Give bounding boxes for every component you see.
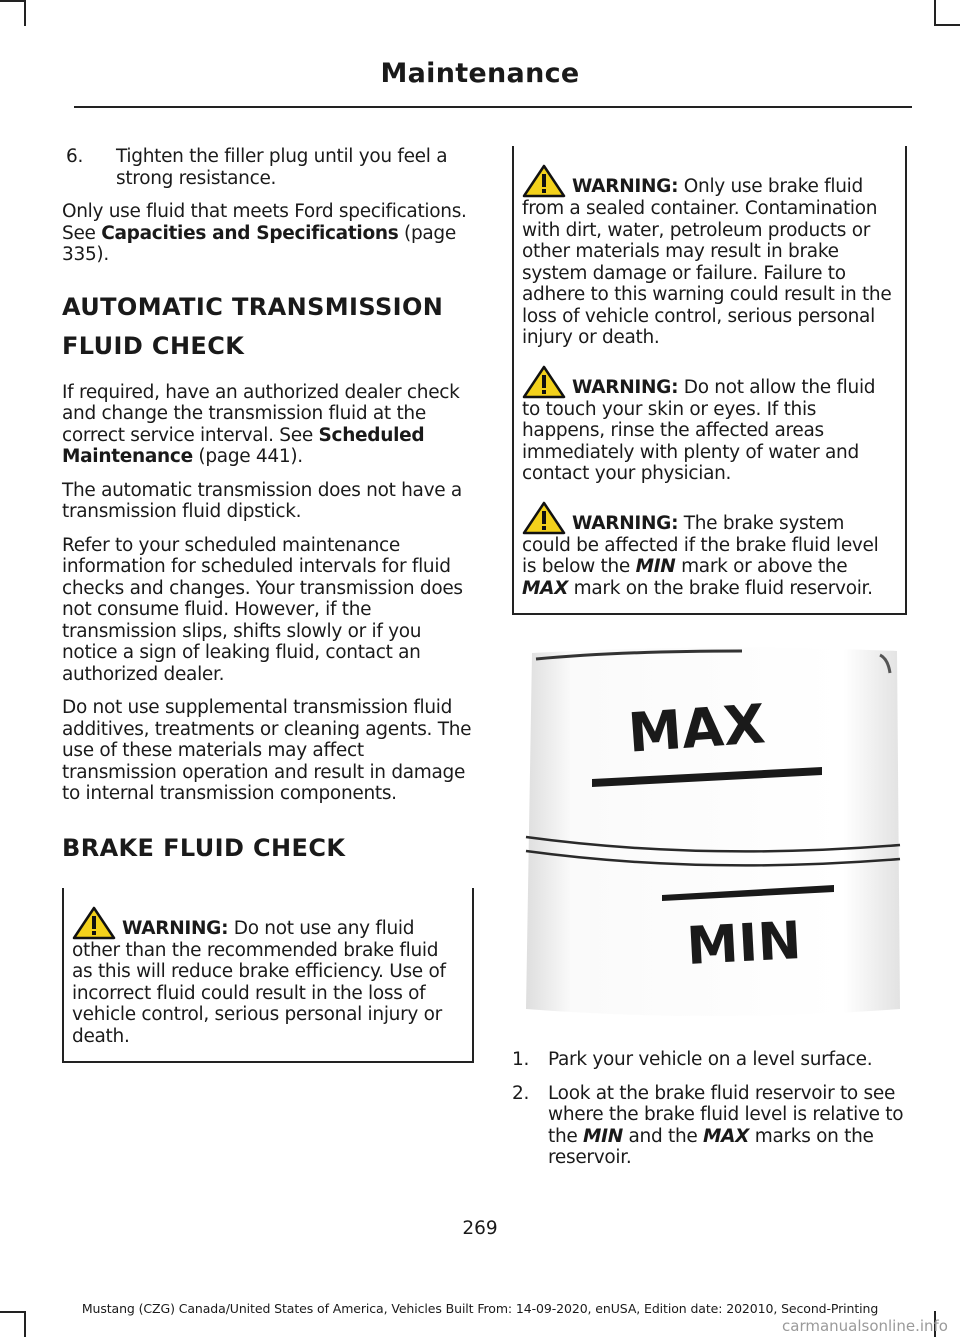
brake-reservoir-illustration xyxy=(512,639,904,1021)
warning-sealed-container: WARNING: Only use brake fluid from a sealed container. Contamination with dirt, water, petroleum products or other materials may result in brake system damage or failure. Failure to adhere to this warning could result in the loss of vehicle control, serious personal injury or death. xyxy=(522,164,897,349)
step-text: Tighten the filler plug until you feel a strong resistance. xyxy=(116,146,448,189)
footer-edition-text: Mustang (CZG) Canada/United States of America, Vehicles Built From: 14-09-2020, enUSA, Edition date: 202010, Second-Printing xyxy=(81,1301,879,1316)
step-number: 2. xyxy=(512,1082,530,1104)
scheduled-maintenance-link[interactable]: Scheduled Maintenance xyxy=(62,424,425,467)
atf-paragraph-1: If required, have an authorized dealer check and change the transmission fluid at the correct service interval. See Scheduled Maintenance (page 441). xyxy=(62,381,460,467)
crop-mark xyxy=(24,0,26,26)
step-text: Look at the brake fluid reservoir to see where the brake fluid level is relative to the MIN and the MAX marks on the reservoir. xyxy=(548,1082,904,1168)
warning-label: WARNING: xyxy=(572,376,679,398)
right-column xyxy=(512,146,907,1181)
warning-skin-eyes: WARNING: Do not allow the fluid to touch your skin or eyes. If this happens, rinse the affected areas immediately with plenty of water and contact your physician. xyxy=(522,365,897,485)
step-text: Park your vehicle on a level surface. xyxy=(548,1049,873,1070)
fluid-spec-paragraph: Only use fluid that meets Ford specifications. See Capacities and Specifications (page 335). xyxy=(62,201,467,265)
min-label: MIN xyxy=(685,911,803,977)
warning-box xyxy=(62,888,474,1064)
page-header-title: Maintenance xyxy=(380,58,580,89)
page-number: 269 xyxy=(462,1218,498,1239)
step-number: 6. xyxy=(66,146,84,167)
max-label: MAX xyxy=(626,692,768,765)
warning-triangle-icon xyxy=(522,365,566,399)
warning-label: WARNING: xyxy=(572,176,679,197)
warning-label: WARNING: xyxy=(572,512,679,534)
step-number: 1. xyxy=(512,1049,530,1070)
step-1 xyxy=(512,1049,907,1071)
crop-mark xyxy=(0,0,26,2)
crop-mark xyxy=(934,0,936,26)
warning-triangle-icon xyxy=(72,906,116,940)
crop-mark xyxy=(934,24,960,26)
step-6 xyxy=(62,146,474,189)
warning-brake-fluid-type: WARNING: Do not use any fluid other than the recommended brake fluid as this will reduce brake efficiency. Use of incorrect fluid could result in the loss of vehicle control, serious personal injury or death. xyxy=(72,906,464,1048)
warning-triangle-icon xyxy=(522,501,566,535)
watermark: carmanualsonline.info xyxy=(782,1317,948,1335)
warning-box xyxy=(512,146,907,615)
atf-heading: AUTOMATIC TRANSMISSION FLUID CHECK xyxy=(62,292,444,360)
left-column xyxy=(62,146,474,1063)
warning-label: WARNING: xyxy=(122,917,229,939)
step-2 xyxy=(512,1083,907,1169)
header-divider xyxy=(74,106,912,108)
capacities-link[interactable]: Capacities and Specifications xyxy=(101,222,399,244)
warning-triangle-icon xyxy=(522,164,566,198)
atf-paragraph-2: The automatic transmission does not have a transmission fluid dipstick. xyxy=(62,479,462,522)
warning-fluid-level: WARNING: The brake system could be affected if the brake fluid level is below the MIN mark or above the MAX mark on the brake fluid reservoir. xyxy=(522,501,897,600)
atf-paragraph-4: Do not use supplemental transmission fluid additives, treatments or cleaning agents. The use of these materials may affect transmission operation and result in damage to internal transmission components. xyxy=(62,697,472,804)
brake-fluid-heading: BRAKE FLUID CHECK xyxy=(62,833,346,862)
atf-paragraph-3: Refer to your scheduled maintenance information for scheduled intervals for fluid checks and changes. Your transmission does not consume fluid. However, if the transmission slips, shifts slowly or if you notice a sign of leaking fluid, contact an authorized dealer. xyxy=(62,534,463,685)
